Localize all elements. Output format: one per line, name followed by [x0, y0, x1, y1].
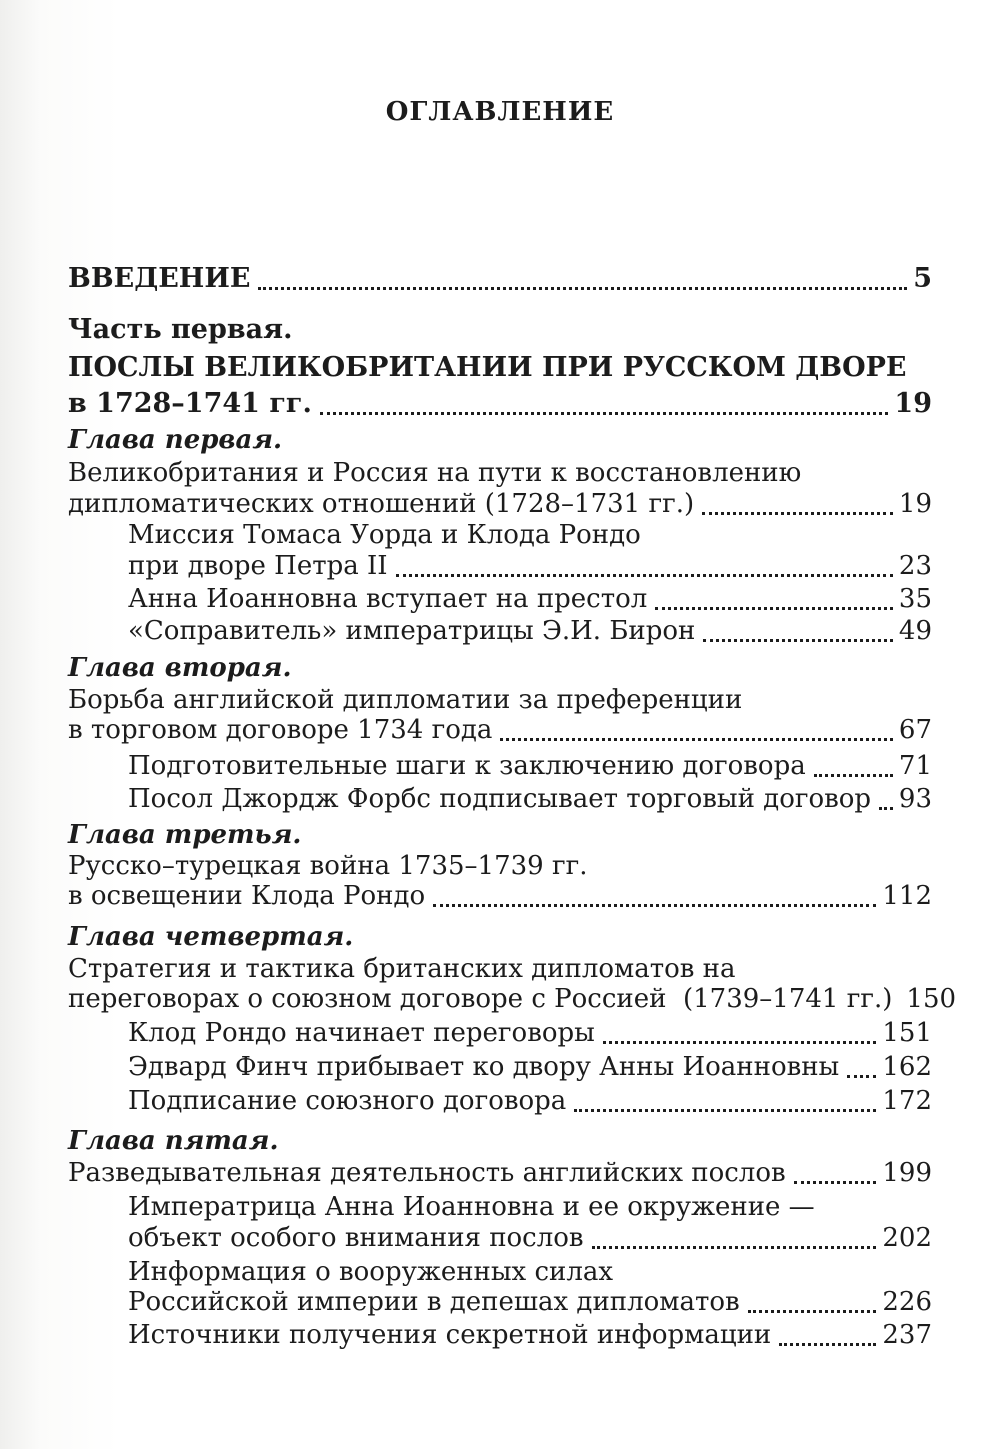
leader-dots [574, 1083, 876, 1112]
toc-entry-text: Глава третья. [68, 820, 302, 850]
leader-dots [433, 878, 876, 907]
toc-entry-text: Глава вторая. [68, 653, 292, 683]
toc-entry-text: Глава четвертая. [68, 922, 354, 952]
toc-page-number: 23 [898, 551, 932, 581]
toc-entry-text: Подготовительные шаги к заключению договора [128, 751, 806, 781]
toc-entry-text: Информация о вооруженных силах [128, 1257, 614, 1287]
leader-dots [779, 1317, 876, 1346]
toc-entry-text: Глава пятая. [68, 1126, 279, 1156]
leader-dots [703, 613, 893, 642]
toc-subentry [128, 579, 932, 615]
toc-entry-introduction [68, 259, 932, 295]
toc-page-number: 112 [882, 881, 932, 911]
toc-entry-text: Миссия Томаса Уорда и Клода Рондо [128, 520, 641, 550]
toc-entry-text: ВВЕДЕНИЕ [68, 263, 251, 294]
toc-page-number: 5 [913, 263, 932, 294]
toc-entry-text: Подписание союзного договора [128, 1086, 567, 1116]
toc-subentry [128, 1081, 932, 1117]
toc-entry-text: Часть первая. [68, 314, 293, 345]
leader-dots [396, 548, 893, 577]
leader-dots [320, 386, 889, 415]
leader-dots [879, 781, 893, 810]
toc-page-number: 49 [898, 616, 932, 646]
toc-entry-text: Источники получения секретной информации [128, 1320, 772, 1350]
toc-page-number: 172 [882, 1086, 932, 1116]
toc-page-number: 67 [898, 715, 932, 745]
toc-part-heading [68, 310, 932, 346]
toc-subentry [128, 611, 932, 647]
toc-entry-text: Разведывательная деятельность английских послов [68, 1158, 786, 1188]
toc-subentry [128, 1218, 932, 1254]
toc-page-number: 71 [898, 751, 932, 781]
leader-dots [814, 748, 893, 777]
toc-entry-text: в освещении Клода Рондо [68, 881, 426, 911]
toc-page-number: 237 [882, 1320, 932, 1350]
toc-part-title-cont [68, 384, 932, 420]
leader-dots [847, 1049, 876, 1078]
toc-page-number: 19 [898, 489, 932, 519]
page-title: ОГЛАВЛЕНИЕ [385, 97, 615, 127]
toc-subentry [128, 779, 932, 815]
toc-page-number: 226 [882, 1287, 932, 1317]
toc-chapter-heading [68, 420, 932, 456]
toc-entry-text: Императрица Анна Иоанновна и ее окружение — [128, 1192, 815, 1222]
toc-entry-text: ПОСЛЫ ВЕЛИКОБРИТАНИИ ПРИ РУССКОМ ДВОРЕ [68, 352, 907, 383]
toc-page-number: 162 [882, 1052, 932, 1082]
leader-dots [500, 712, 893, 741]
toc-subentry [128, 546, 932, 582]
toc-subentry [128, 1315, 932, 1351]
toc-subentry [128, 1282, 932, 1318]
toc-entry-text: Стратегия и тактика британских дипломатов на [68, 954, 736, 984]
toc-entry-text: Русско–турецкая война 1735–1739 гг. [68, 851, 588, 881]
toc-entry [68, 710, 932, 746]
toc-subentry [128, 1013, 932, 1049]
leader-dots [748, 1284, 877, 1313]
toc-entry-text: Анна Иоанновна вступает на престол [128, 584, 648, 614]
toc-entry-text: Клод Рондо начинает переговоры [128, 1018, 595, 1048]
toc-entry [68, 1153, 932, 1189]
toc-entry-text: в 1728–1741 гг. [68, 388, 312, 419]
toc-entry [68, 979, 957, 1015]
toc-entry-text: «Соправитель» императрицы Э.И. Бирон [128, 616, 696, 646]
toc-page-number: 151 [882, 1018, 932, 1048]
toc-entry-text: дипломатических отношений (1728–1731 гг.) [68, 489, 695, 519]
toc-chapter-heading [68, 648, 932, 684]
toc-page-number: 150 [906, 984, 957, 1014]
toc-page-number: 19 [894, 388, 932, 419]
toc-entry-text: Эдвард Финч прибывает ко двору Анны Иоанновны [128, 1052, 840, 1082]
toc-entry-text: Великобритания и Россия на пути к восстановлению [68, 458, 802, 488]
leader-dots [592, 1220, 877, 1249]
toc-chapter-heading [68, 917, 932, 953]
toc-entry-text: Российской империи в депешах дипломатов [128, 1287, 740, 1317]
toc-part-title [68, 348, 932, 384]
leader-dots [603, 1015, 877, 1044]
toc-entry-text: переговорах о союзном договоре с Россией (1739–1741 гг.) [68, 984, 893, 1014]
toc-page-number: 35 [898, 584, 932, 614]
leader-dots [258, 261, 907, 290]
toc-subentry [128, 1047, 932, 1083]
toc-subentry [128, 746, 932, 782]
leader-dots [655, 581, 893, 610]
toc-entry-text: Посол Джордж Форбс подписывает торговый договор [128, 784, 872, 814]
toc-page-number: 199 [882, 1158, 932, 1188]
toc-entry-text: Борьба английской дипломатии за преференции [68, 685, 743, 715]
leader-dots [794, 1155, 877, 1184]
toc-page-number: 202 [882, 1223, 932, 1253]
toc-entry-text: объект особого внимания послов [128, 1223, 584, 1253]
toc-entry-text: при дворе Петра II [128, 551, 388, 581]
toc-page-number: 93 [898, 784, 932, 814]
toc-chapter-heading [68, 1121, 932, 1157]
toc-entry-text: Глава первая. [68, 425, 283, 455]
toc-entry-text: в торговом договоре 1734 года [68, 715, 493, 745]
toc-entry [68, 876, 932, 912]
leader-dots [702, 486, 893, 515]
